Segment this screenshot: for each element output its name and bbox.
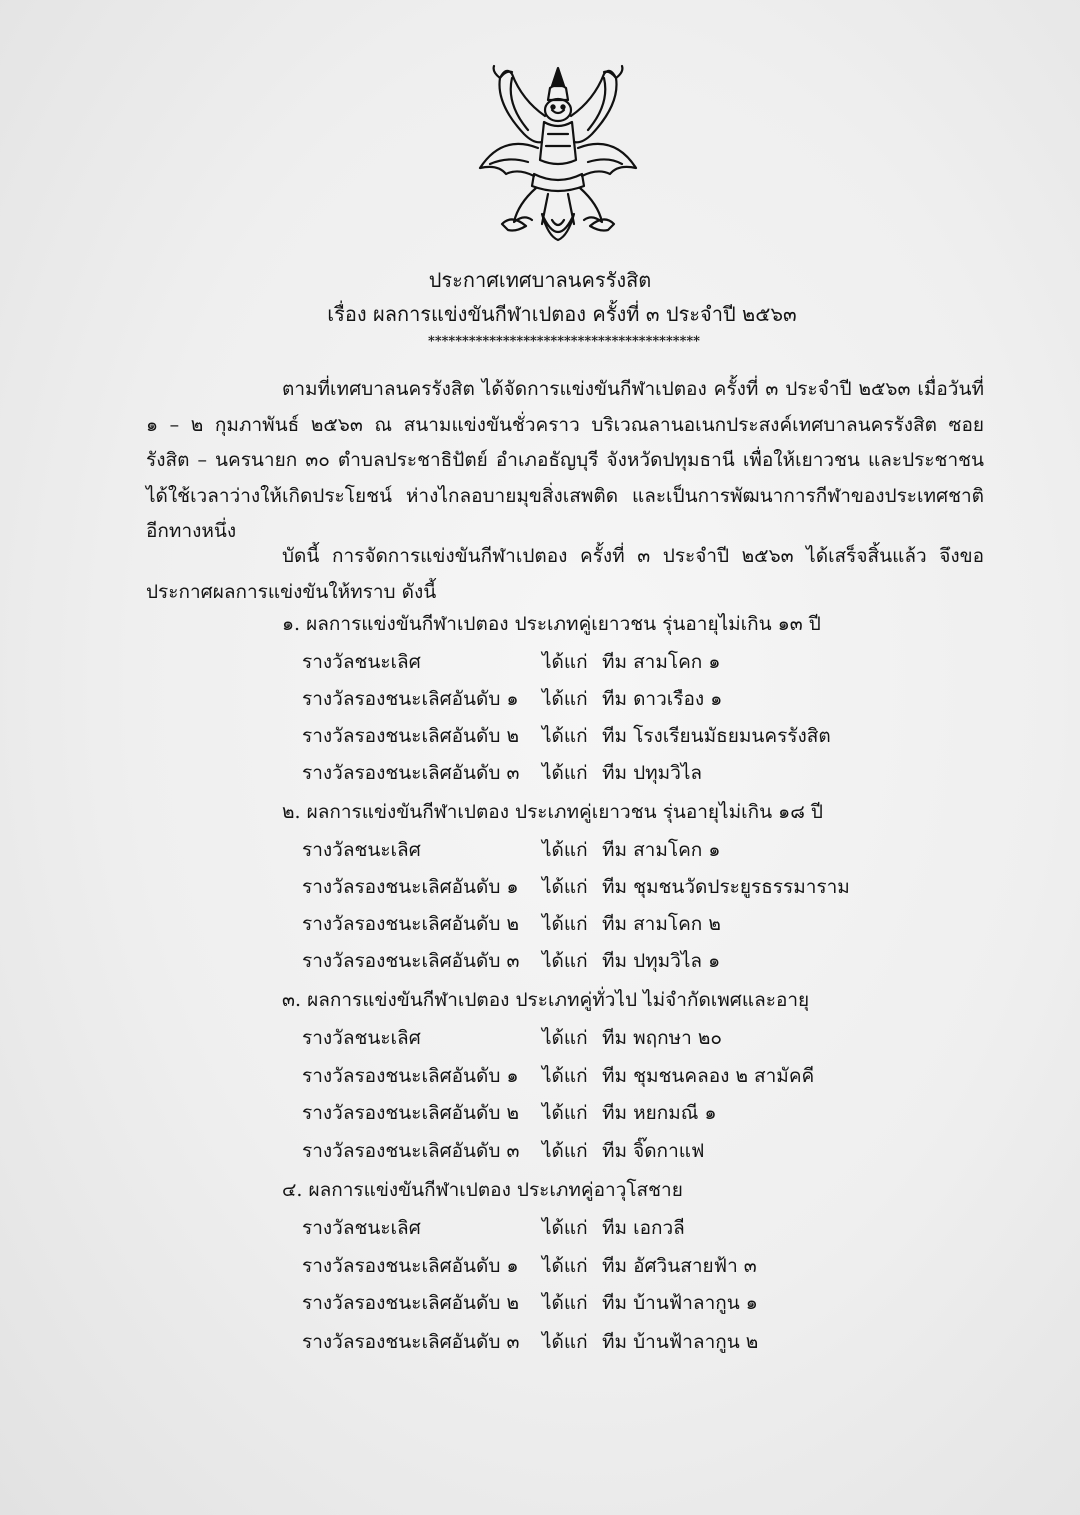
team-name: ทีม จิ๊ดกาแฟ <box>602 1140 705 1162</box>
award-prefix: ได้แก่ <box>542 1065 588 1087</box>
result-row <box>302 946 1002 976</box>
award-label: รางวัลรองชนะเลิศอันดับ ๑ <box>302 1255 519 1277</box>
award-label: รางวัลรองชนะเลิศอันดับ ๓ <box>302 1331 520 1353</box>
award-label: รางวัลรองชนะเลิศอันดับ ๓ <box>302 762 520 784</box>
result-row <box>302 1061 1002 1091</box>
result-row <box>302 1023 1002 1053</box>
award-label: รางวัลรองชนะเลิศอันดับ ๒ <box>302 725 520 747</box>
result-row <box>302 1288 1002 1318</box>
result-row <box>302 758 1002 788</box>
section-heading: ๒. ผลการแข่งขันกีฬาเปตอง ประเภทคู่เยาวชน รุ่นอายุไม่เกิน ๑๘ ปี <box>282 801 823 823</box>
award-prefix: ได้แก่ <box>542 1217 588 1239</box>
result-row <box>302 1213 1002 1243</box>
award-prefix: ได้แก่ <box>542 913 588 935</box>
award-label: รางวัลรองชนะเลิศอันดับ ๑ <box>302 688 519 710</box>
announcement-subject: เรื่อง ผลการแข่งขันกีฬาเปตอง ครั้งที่ ๓ ประจำปี ๒๕๖๓ <box>327 302 797 326</box>
separator-line: **************************************** <box>428 334 700 349</box>
award-label: รางวัลรองชนะเลิศอันดับ ๓ <box>302 1140 520 1162</box>
award-label: รางวัลรองชนะเลิศอันดับ ๒ <box>302 913 520 935</box>
team-name: ทีม ดาวเรือง ๑ <box>602 688 723 710</box>
team-name: ทีม หยกมณี ๑ <box>602 1102 717 1124</box>
award-prefix: ได้แก่ <box>542 950 588 972</box>
award-prefix: ได้แก่ <box>542 725 588 747</box>
team-name: ทีม อัศวินสายฟ้า ๓ <box>602 1255 757 1277</box>
section-heading: ๑. ผลการแข่งขันกีฬาเปตอง ประเภทคู่เยาวชน รุ่นอายุไม่เกิน ๑๓ ปี <box>282 613 821 635</box>
team-name: ทีม พฤกษา ๒๐ <box>602 1027 722 1049</box>
team-name: ทีม โรงเรียนมัธยมนครรังสิต <box>602 725 831 747</box>
award-label: รางวัลชนะเลิศ <box>302 1217 421 1239</box>
award-prefix: ได้แก่ <box>542 1140 588 1162</box>
team-name: ทีม ปทุมวิไล <box>602 762 703 784</box>
award-label: รางวัลรองชนะเลิศอันดับ ๑ <box>302 876 519 898</box>
team-name: ทีม สามโคก ๑ <box>602 839 721 861</box>
team-name: ทีม สามโคก ๒ <box>602 913 721 935</box>
garuda-emblem-icon <box>472 64 644 250</box>
award-label: รางวัลชนะเลิศ <box>302 1027 421 1049</box>
award-label: รางวัลรองชนะเลิศอันดับ ๓ <box>302 950 520 972</box>
award-prefix: ได้แก่ <box>542 762 588 784</box>
section-heading: ๔. ผลการแข่งขันกีฬาเปตอง ประเภทคู่อาวุโสชาย <box>282 1179 683 1201</box>
award-label: รางวัลรองชนะเลิศอันดับ ๑ <box>302 1065 519 1087</box>
award-prefix: ได้แก่ <box>542 1255 588 1277</box>
award-prefix: ได้แก่ <box>542 651 588 673</box>
section-heading: ๓. ผลการแข่งขันกีฬาเปตอง ประเภทคู่ทั่วไป ไม่จำกัดเพศและอายุ <box>282 989 810 1011</box>
result-row <box>302 1251 1002 1281</box>
award-label: รางวัลรองชนะเลิศอันดับ ๒ <box>302 1102 520 1124</box>
team-name: ทีม ปทุมวิไล ๑ <box>602 950 721 972</box>
result-row <box>302 1098 1002 1128</box>
team-name: ทีม บ้านฟ้าลากูน ๒ <box>602 1331 759 1353</box>
result-row <box>302 835 1002 865</box>
award-label: รางวัลชนะเลิศ <box>302 651 421 673</box>
award-prefix: ได้แก่ <box>542 1292 588 1314</box>
award-prefix: ได้แก่ <box>542 688 588 710</box>
result-row <box>302 1136 1002 1166</box>
award-prefix: ได้แก่ <box>542 1331 588 1353</box>
conclusion-paragraph: บัดนี้ การจัดการแข่งขันกีฬาเปตอง ครั้งที่ ๓ ประจำปี ๒๕๖๓ ได้เสร็จสิ้นแล้ว จึงขอประกาศผลการแข่งขันให้ทราบ ดังนี้ <box>146 545 984 603</box>
result-row <box>302 721 1002 751</box>
award-prefix: ได้แก่ <box>542 1027 588 1049</box>
award-label: รางวัลรองชนะเลิศอันดับ ๒ <box>302 1292 520 1314</box>
team-name: ทีม บ้านฟ้าลากูน ๑ <box>602 1292 758 1314</box>
award-prefix: ได้แก่ <box>542 1102 588 1124</box>
team-name: ทีม เอกวลี <box>602 1217 685 1239</box>
result-row <box>302 684 1002 714</box>
team-name: ทีม ชุมชนวัดประยูรธรรมาราม <box>602 876 850 898</box>
result-row <box>302 872 1002 902</box>
result-row <box>302 647 1002 677</box>
intro-paragraph: ตามที่เทศบาลนครรังสิต ได้จัดการแข่งขันกีฬาเปตอง ครั้งที่ ๓ ประจำปี ๒๕๖๓ เมื่อวันที่ ๑ – ๒ กุมภาพันธ์ ๒๕๖๓ ณ สนามแข่งขันชั่วคราว บริเวณลานอเนกประสงค์เทศบาลนครรังสิต ซอย รังสิต – นครนายก ๓๐ ตำบลประชาธิปัตย์ อำเภอธัญบุรี จังหวัดปทุมธานี เพื่อให้เยาวชน และประชาชน ได้ใช้เวลาว่างให้เกิดประโยชน์ ห่างไกลอบายมุขสิ่งเสพติด และเป็นการพัฒนาการกีฬาของประเทศชาติ อีกทางหนึ่ง <box>146 378 984 543</box>
announcement-title: ประกาศเทศบาลนครรังสิต <box>428 268 652 292</box>
team-name: ทีม สามโคก ๑ <box>602 651 721 673</box>
award-label: รางวัลชนะเลิศ <box>302 839 421 861</box>
result-row <box>302 909 1002 939</box>
award-prefix: ได้แก่ <box>542 839 588 861</box>
award-prefix: ได้แก่ <box>542 876 588 898</box>
team-name: ทีม ชุมชนคลอง ๒ สามัคคี <box>602 1065 815 1087</box>
result-row <box>302 1327 1002 1357</box>
